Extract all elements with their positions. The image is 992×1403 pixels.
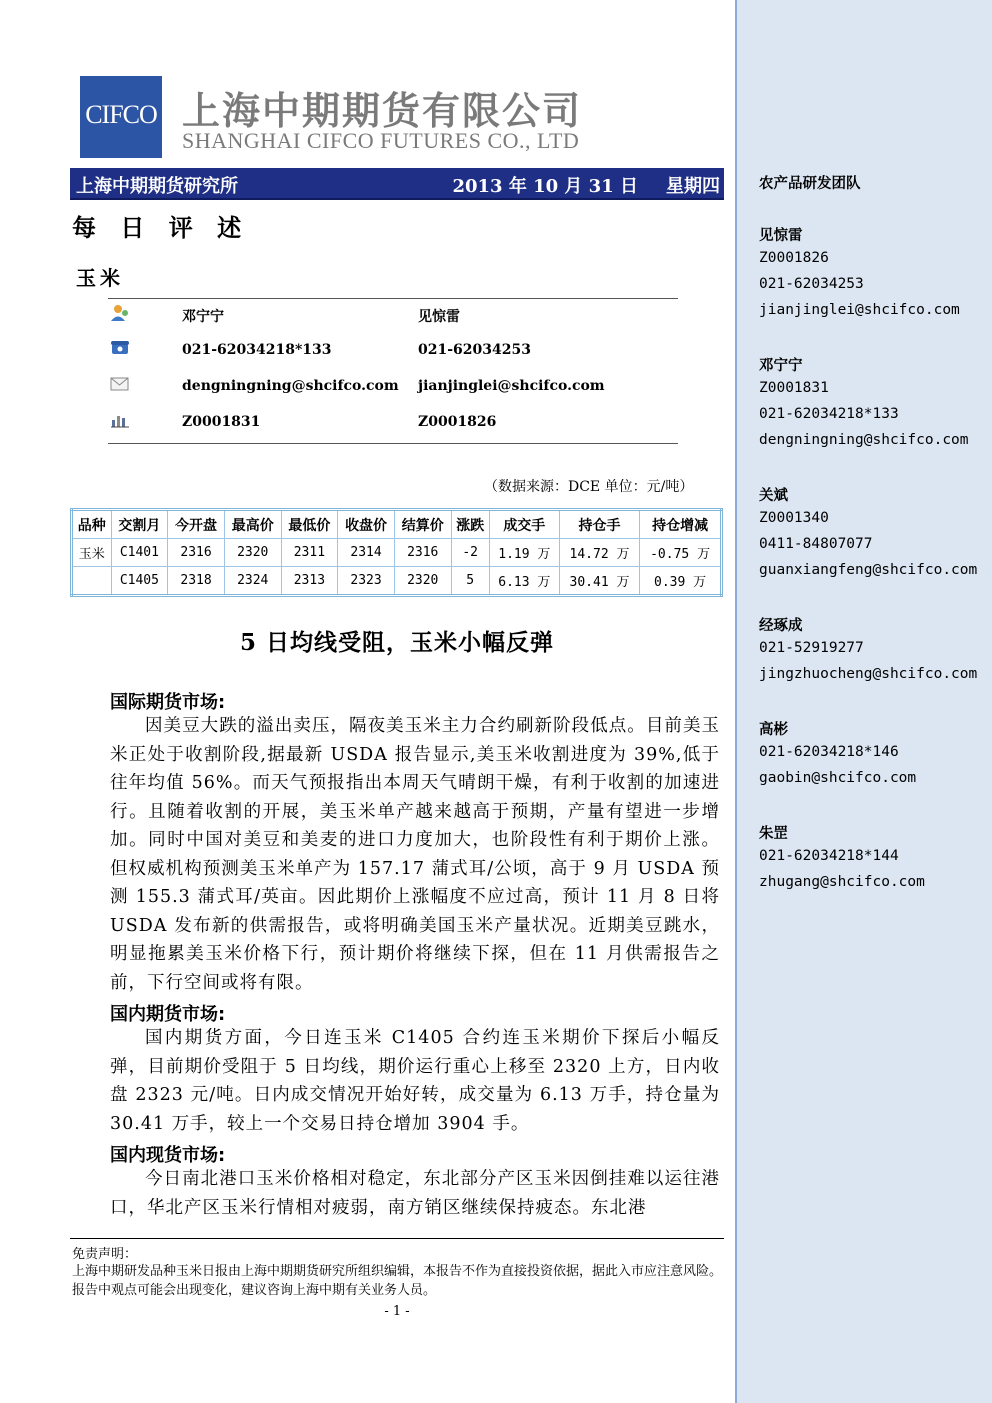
section-title-domestic-spot: 国内现货市场: [110,1145,226,1166]
table-header: 最低价 [281,510,338,539]
article-headline: 5 日均线受阻，玉米小幅反弹 [239,629,554,656]
analyst-phone-1: 021-62034218*133 [182,342,332,358]
table-cell: 2311 [281,539,338,567]
table-cell: -0.75 万 [640,539,722,567]
member-name: 关斌 [759,488,788,504]
table-header: 今开盘 [168,510,225,539]
analyst-email-1[interactable]: dengningning@shcifco.com [182,378,399,394]
table-cell: 2324 [224,567,281,596]
table-row [72,567,722,596]
contact-divider-top [108,298,678,299]
table-header: 涨跌 [451,510,489,539]
section-text-domestic-futures: 国内期货方面，今日连玉米 C1405 合约连玉米期价下探后小幅反弹，目前期价受阻于 5 日均线，期价运行重心上移至 2320 上方，日内收盘 2323 元/吨。日内成交情况开始好转，成交量为 6.13 万手，持仓量为 30.41 万手，较上一个交易日持仓增加 3904 手。 [110,1028,720,1134]
section-text-domestic-spot: 今日南北港口玉米价格相对稳定，东北部分产区玉米因倒挂难以运往港口，华北产区玉米行情相对疲弱，南方销区继续保持疲态。东北港 [110,1169,720,1218]
section-title-international: 国际期货市场: [110,692,226,713]
analyst-license-1: Z0001831 [182,414,261,430]
analyst-license-2: Z0001826 [418,414,497,430]
mail-icon [110,376,130,392]
member-email[interactable]: gaobin@shcifco.com [759,770,917,786]
report-weekday: 星期四 [666,176,720,197]
member-name: 邓宁宁 [759,358,803,374]
table-header: 持仓增减 [640,510,722,539]
report-type: 每 日 评 述 [72,213,250,242]
contact-row-license [108,412,678,436]
disclaimer-divider [70,1238,724,1239]
table-cell: C1401 [111,539,168,567]
member-info: Z0001826 [759,250,829,266]
member-info: 021-62034253 [759,276,864,292]
member-info: 021-62034218*133 [759,406,899,422]
table-cell: 6.13 万 [489,567,559,596]
contact-row-phone [108,340,678,364]
member-info: 021-62034218*144 [759,848,899,864]
table-cell: -2 [451,539,489,567]
table-cell [72,567,112,596]
page-number: - 1 - [384,1304,410,1319]
data-source-note: （数据来源：DCE 单位：元/吨） [484,479,694,495]
logo-text: CIFCO [85,100,157,129]
member-email[interactable]: jingzhuocheng@shcifco.com [759,666,978,682]
contact-row-name [108,304,678,328]
member-email[interactable]: dengningning@shcifco.com [759,432,969,448]
team-title: 农产品研发团队 [759,176,861,192]
disclaimer-title: 免责声明： [72,1247,138,1262]
table-header: 最高价 [224,510,281,539]
header-bar [70,168,724,200]
table-cell: 2316 [394,539,451,567]
table-header: 持仓手 [559,510,639,539]
member-email[interactable]: zhugang@shcifco.com [759,874,925,890]
member-name: 高彬 [759,722,788,738]
section-title-domestic-futures: 国内期货市场: [110,1004,226,1025]
member-info: 0411-84807077 [759,536,873,552]
analyst-email-2[interactable]: jianjinglei@shcifco.com [418,378,605,394]
table-cell: 2318 [168,567,225,596]
table-header: 结算价 [394,510,451,539]
table-cell: 0.39 万 [640,567,722,596]
table-header: 收盘价 [338,510,395,539]
table-header: 成交手 [489,510,559,539]
member-info: Z0001340 [759,510,829,526]
table-cell: 2320 [224,539,281,567]
commodity-title: 玉米 [76,266,124,290]
member-name: 见惊雷 [759,228,803,244]
table-cell: 2314 [338,539,395,567]
member-info: 021-62034218*146 [759,744,899,760]
company-name-cn: 上海中期期货有限公司 [182,89,583,133]
table-header: 品种 [72,510,112,539]
chart-icon [110,412,130,428]
company-name-en: SHANGHAI CIFCO FUTURES CO., LTD [182,128,580,153]
contact-row-email [108,376,678,400]
section-text-international: 因美豆大跌的溢出卖压，隔夜美玉米主力合约刷新阶段低点。目前美玉米正处于收割阶段,据最新 USDA 报告显示,美玉米收割进度为 39%,低于往年均值 56%。而天气预报指出本周天气晴朗干燥，有利于收割的加速进行。且随着收割的开展，美玉米单产越来越高于预期，产量有望进一步增加。同时中国对美豆和美麦的进口力度加大，也阶段性有利于期价上涨。但权威机构预测美玉米单产为 157.17 蒲式耳/公顷，高于 9 月 USDA 预测 155.3 蒲式耳/英亩。因此期价上涨幅度不应过高，预计 11 月 8 日将 USDA 发布新的供需报告，或将明确美国玉米产量状况。近期美豆跳水，明显拖累美玉米价格下行，预计期价将继续下探，但在 11 月供需报告之前，下行空间或将有限。 [110,716,720,993]
member-email[interactable]: guanxiangfeng@shcifco.com [759,562,978,578]
table-cell: 2323 [338,567,395,596]
team-sidebar [735,0,992,1403]
table-cell: 2316 [168,539,225,567]
table-cell: 玉米 [72,539,112,567]
member-info: Z0001831 [759,380,829,396]
report-date: 2013 年 10 月 31 日 [452,176,638,197]
analyst-name-2: 见惊雷 [418,309,460,325]
person-icon [110,304,130,320]
table-header: 交割月 [111,510,168,539]
disclaimer-text: 上海中期研发品种玉米日报由上海中期期货研究所组织编辑，本报告不作为直接投资依据，据此入市应注意风险。报告中观点可能会出现变化，建议咨询上海中期有关业务人员。 [72,1264,723,1298]
table-cell: 2313 [281,567,338,596]
analyst-phone-2: 021-62034253 [418,342,531,358]
table-cell: C1405 [111,567,168,596]
table-cell: 14.72 万 [559,539,639,567]
table-cell: 2320 [394,567,451,596]
member-info: 021-52919277 [759,640,864,656]
analyst-name-1: 邓宁宁 [182,309,224,325]
member-email[interactable]: jianjinglei@shcifco.com [759,302,960,318]
market-table [70,508,723,597]
phone-icon [110,340,130,356]
table-cell: 1.19 万 [489,539,559,567]
institute-name: 上海中期期货研究所 [76,176,238,197]
table-cell: 30.41 万 [559,567,639,596]
table-cell: 5 [451,567,489,596]
table-header-row [72,510,722,539]
table-row [72,539,722,567]
member-name: 朱罡 [759,826,788,842]
contact-divider-bottom [108,443,678,444]
member-name: 经琢成 [759,618,803,634]
